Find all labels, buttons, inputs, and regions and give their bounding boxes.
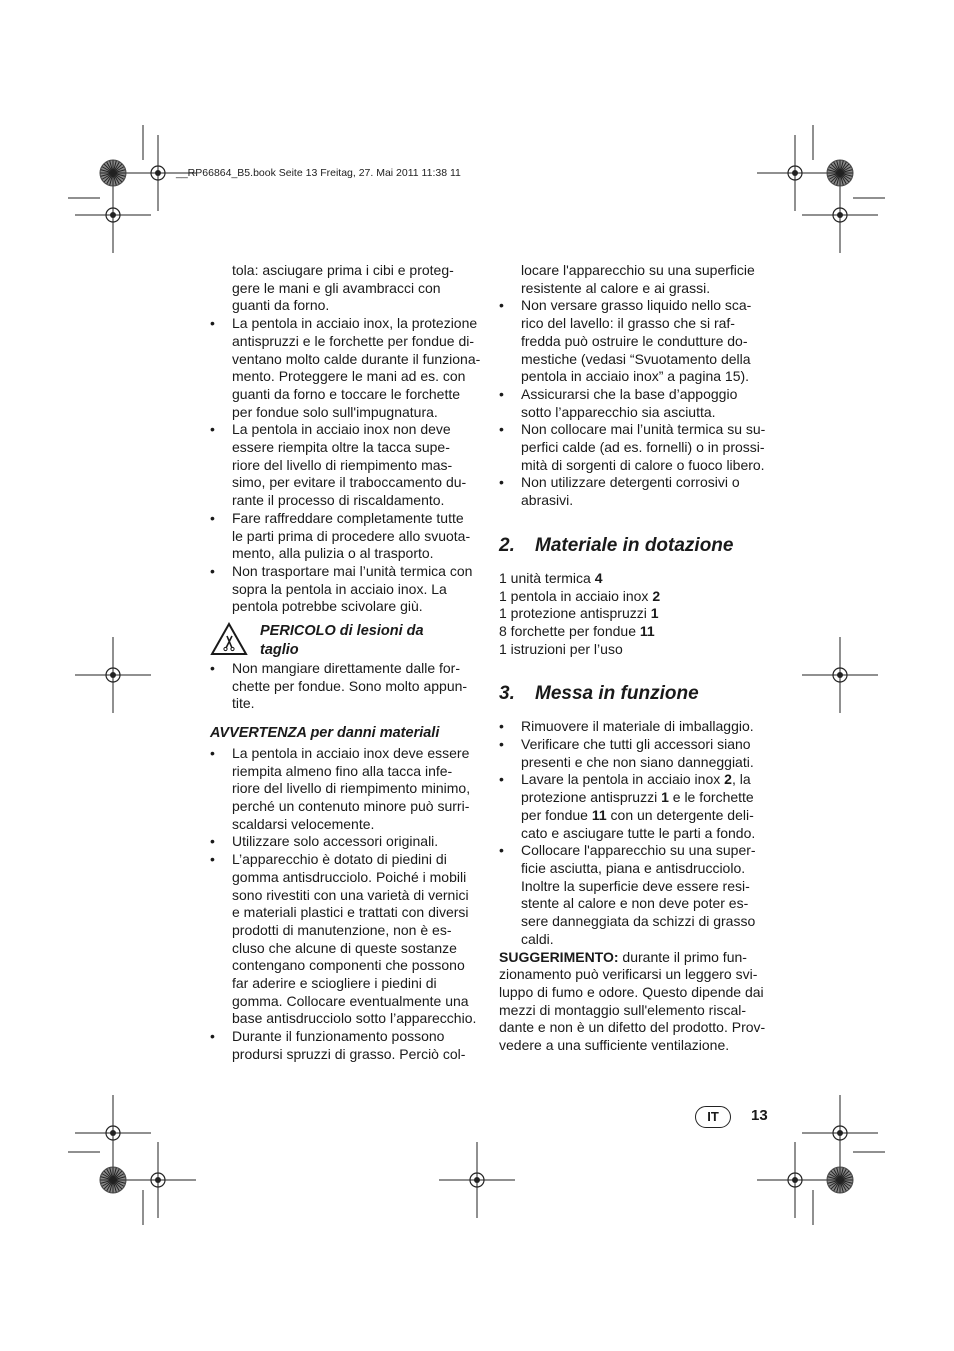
list-item-line: • Non collocare mai l’unità termica su su- <box>521 421 766 438</box>
list-item-line: prodursi spruzzi di grasso. Perciò col- <box>232 1045 466 1062</box>
section-3-title: Messa in funzione <box>535 683 699 705</box>
list-item-line: antispruzzi e le forchette per fondue di- <box>232 332 475 349</box>
list-item <box>499 386 771 421</box>
left-column <box>210 262 482 1064</box>
right-bullet-list-a <box>499 297 771 509</box>
right-intro <box>499 262 771 297</box>
list-item <box>210 1028 482 1063</box>
list-item-line: sotto l’apparecchio sia asciutta. <box>521 403 716 420</box>
list-item-line: contengano componenti che possono <box>232 957 465 974</box>
list-item <box>499 842 771 948</box>
tip-line: mezzi di montaggio sull'elemento riscal- <box>499 1001 746 1018</box>
list-item-line: mento, alla pulizia o al trasporto. <box>232 545 434 562</box>
tip-paragraph <box>499 949 771 1055</box>
list-item-line: • La pentola in acciaio inox, la protezione <box>232 315 478 332</box>
tip-line: SUGGERIMENTO: durante il primo fun- <box>499 948 747 965</box>
left-bullet-list-a <box>210 315 482 616</box>
list-item-line: perfici calde (ad es. fornelli) o in prossi- <box>521 439 765 456</box>
text-line: gere le mani e gli avambracci con <box>232 279 441 296</box>
list-item <box>499 736 771 771</box>
list-item-line: rante il processo di riscaldamento. <box>232 492 445 509</box>
list-item <box>210 660 482 713</box>
left-bullet-list-c <box>210 745 482 1064</box>
list-item-line: presenti e che non siano danneggiati. <box>521 753 754 770</box>
notice-title: AVVERTENZA per danni materiali <box>210 725 440 742</box>
text-line: tola: asciugare prima i cibi e proteg- <box>232 262 454 278</box>
list-item-line: le parti prima di procedere allo svuota- <box>232 527 471 544</box>
tip-label: SUGGERIMENTO: <box>499 948 619 965</box>
warning-title-line-2: taglio <box>260 642 299 659</box>
list-item-line: sere danneggiata da schizzi di grasso <box>521 913 756 930</box>
print-header-line: __RP66864_B5.book Seite 13 Freitag, 27. Mai 2011 11:38 11 <box>176 167 461 179</box>
section-2-number: 2. <box>499 534 515 556</box>
list-item-line: • L’apparecchio è dotato di piedini di <box>232 851 447 868</box>
list-item-line: • Utilizzare solo accessori originali. <box>232 833 439 850</box>
list-item-line: mento. Proteggere le mani ad es. con <box>232 368 466 385</box>
list-item-line: base antisdrucciolo sotto l’apparecchio. <box>232 1010 477 1027</box>
section-3-heading <box>499 682 771 706</box>
cut-hazard-icon <box>210 622 248 656</box>
supply-item: 1 unità termica 4 <box>499 569 603 586</box>
section-2-heading <box>499 534 771 558</box>
list-item <box>210 745 482 834</box>
left-bullet-list-b <box>210 660 482 713</box>
list-item <box>499 421 771 474</box>
text-line: resistente al calore e ai grassi. <box>521 279 711 296</box>
list-item-line: • Non utilizzare detergenti corrosivi o <box>521 474 740 491</box>
list-item-line: pentola potrebbe scivolare giù. <box>232 598 423 615</box>
list-item-line: • Verificare che tutti gli accessori siano <box>521 736 751 753</box>
list-item-line: riore del livello di riempimento mas- <box>232 456 453 473</box>
list-item-line: sopra la pentola in acciaio inox. La <box>232 580 447 597</box>
warning-title-line-1: PERICOLO di lesioni da <box>260 623 424 640</box>
page-number: 13 <box>751 1107 768 1124</box>
list-item-line: • La pentola in acciaio inox deve essere <box>232 744 470 761</box>
list-item-line: ficie asciutta, piana e antisdrucciolo. <box>521 859 746 876</box>
list-item-line: abrasivi. <box>521 492 574 509</box>
right-bullet-list-b <box>499 718 771 948</box>
list-item-line: tite. <box>232 695 255 712</box>
section-3-number: 3. <box>499 683 515 705</box>
list-item-line: • Lavare la pentola in acciaio inox 2, la <box>521 771 751 788</box>
tip-line: vedere a una sufficiente ventilazione. <box>499 1037 730 1054</box>
supply-item: 8 forchette per fondue 11 <box>499 622 655 639</box>
list-item-line: protezione antispruzzi 1 e le forchette <box>521 789 754 806</box>
list-item-line: Inoltre la superficie deve essere resi- <box>521 877 750 894</box>
list-item-line: prodotti di manutenzione, non è es- <box>232 921 452 938</box>
list-item-line: cluso che alcune di queste sostanze <box>232 939 457 956</box>
list-item-line: guanti da forno e toccare le forchette <box>232 385 461 402</box>
list-item-line: • Assicurarsi che la base d’appoggio <box>521 385 738 402</box>
list-item-line: • Fare raffreddare completamente tutte <box>232 509 464 526</box>
list-item-line: stente al calore e non deve poter es- <box>521 895 749 912</box>
list-item-line: pentola in acciaio inox” a pagina 15). <box>521 368 750 385</box>
list-item-line: • Durante il funzionamento possono <box>232 1028 445 1045</box>
list-item-line: riempita almeno fino alla tacca infe- <box>232 762 453 779</box>
tip-line: luppo di fumo e odore. Questo dipende dai <box>499 983 764 1000</box>
list-item-line: • Non mangiare direttamente dalle for- <box>232 660 461 677</box>
list-item-line: riore del livello di riempimento minimo, <box>232 780 471 797</box>
text-line: guanti da forno. <box>232 297 330 314</box>
list-item-line: gomma antisdrucciolo. Poiché i mobili <box>232 868 467 885</box>
list-item <box>210 563 482 616</box>
list-item <box>499 718 771 736</box>
tip-line: zionamento può verificarsi un leggero svi- <box>499 966 758 983</box>
supply-item: 1 istruzioni per l’uso <box>499 640 623 657</box>
list-item <box>499 297 771 386</box>
right-column <box>499 262 771 1055</box>
list-item <box>210 315 482 421</box>
left-intro <box>210 262 482 315</box>
list-item-line: per fondue 11 con un detergente deli- <box>521 806 754 823</box>
list-item <box>210 421 482 510</box>
list-item-line: mità di sorgenti di calore o fuoco libero. <box>521 456 765 473</box>
list-item-line: • Non versare grasso liquido nello sca- <box>521 297 752 314</box>
list-item <box>499 771 771 842</box>
list-item-line: • La pentola in acciaio inox non deve <box>232 421 451 438</box>
supply-item: 1 protezione antispruzzi 1 <box>499 605 659 622</box>
text-line: locare l'apparecchio su una superficie <box>521 262 755 278</box>
list-item-line: perché un contenuto minore può surri- <box>232 797 470 814</box>
list-item <box>210 510 482 563</box>
list-item-line: • Non trasportare mai l’unità termica con <box>232 562 473 579</box>
list-item-line: fredda può ostruire le condutture do- <box>521 332 748 349</box>
list-item-line: mestiche (vedasi “Svuotamento della <box>521 350 751 367</box>
list-item-line: far aderire e sciogliere i piedini di <box>232 975 437 992</box>
list-item-line: rico del lavello: il grasso che si raf- <box>521 315 735 332</box>
list-item-line: per fondue solo sull'impugnatura. <box>232 403 438 420</box>
list-item-line: simo, per evitare il traboccamento du- <box>232 474 467 491</box>
list-item-line: • Rimuovere il materiale di imballaggio. <box>521 718 754 735</box>
section-2-title: Materiale in dotazione <box>535 534 734 556</box>
supply-list <box>499 570 771 659</box>
list-item <box>499 474 771 509</box>
list-item-line: essere riempita oltre la tacca supe- <box>232 439 450 456</box>
list-item-line: e materiali plastici e trattati con diversi <box>232 904 469 921</box>
list-item-line: chette per fondue. Sono molto appun- <box>232 677 468 694</box>
list-item-line: gomma. Collocare eventualmente una <box>232 992 469 1009</box>
list-item-line: ventano molto calde durante il funziona- <box>232 350 481 367</box>
list-item <box>210 851 482 1028</box>
list-item-line: • Collocare l'apparecchio su una super- <box>521 842 756 859</box>
list-item-line: caldi. <box>521 930 554 947</box>
list-item-line: scaldarsi velocemente. <box>232 815 375 832</box>
supply-item: 1 pentola in acciaio inox 2 <box>499 587 661 604</box>
language-badge: IT <box>695 1106 731 1128</box>
list-item-line: cato e asciugare tutte le parti a fondo. <box>521 824 756 841</box>
list-item <box>210 833 482 851</box>
cut-danger-warning <box>210 622 482 660</box>
list-item-line: sono rivestiti con una varietà di vernici <box>232 886 469 903</box>
tip-line: dante e non è un difetto del prodotto. Prov- <box>499 1019 766 1036</box>
